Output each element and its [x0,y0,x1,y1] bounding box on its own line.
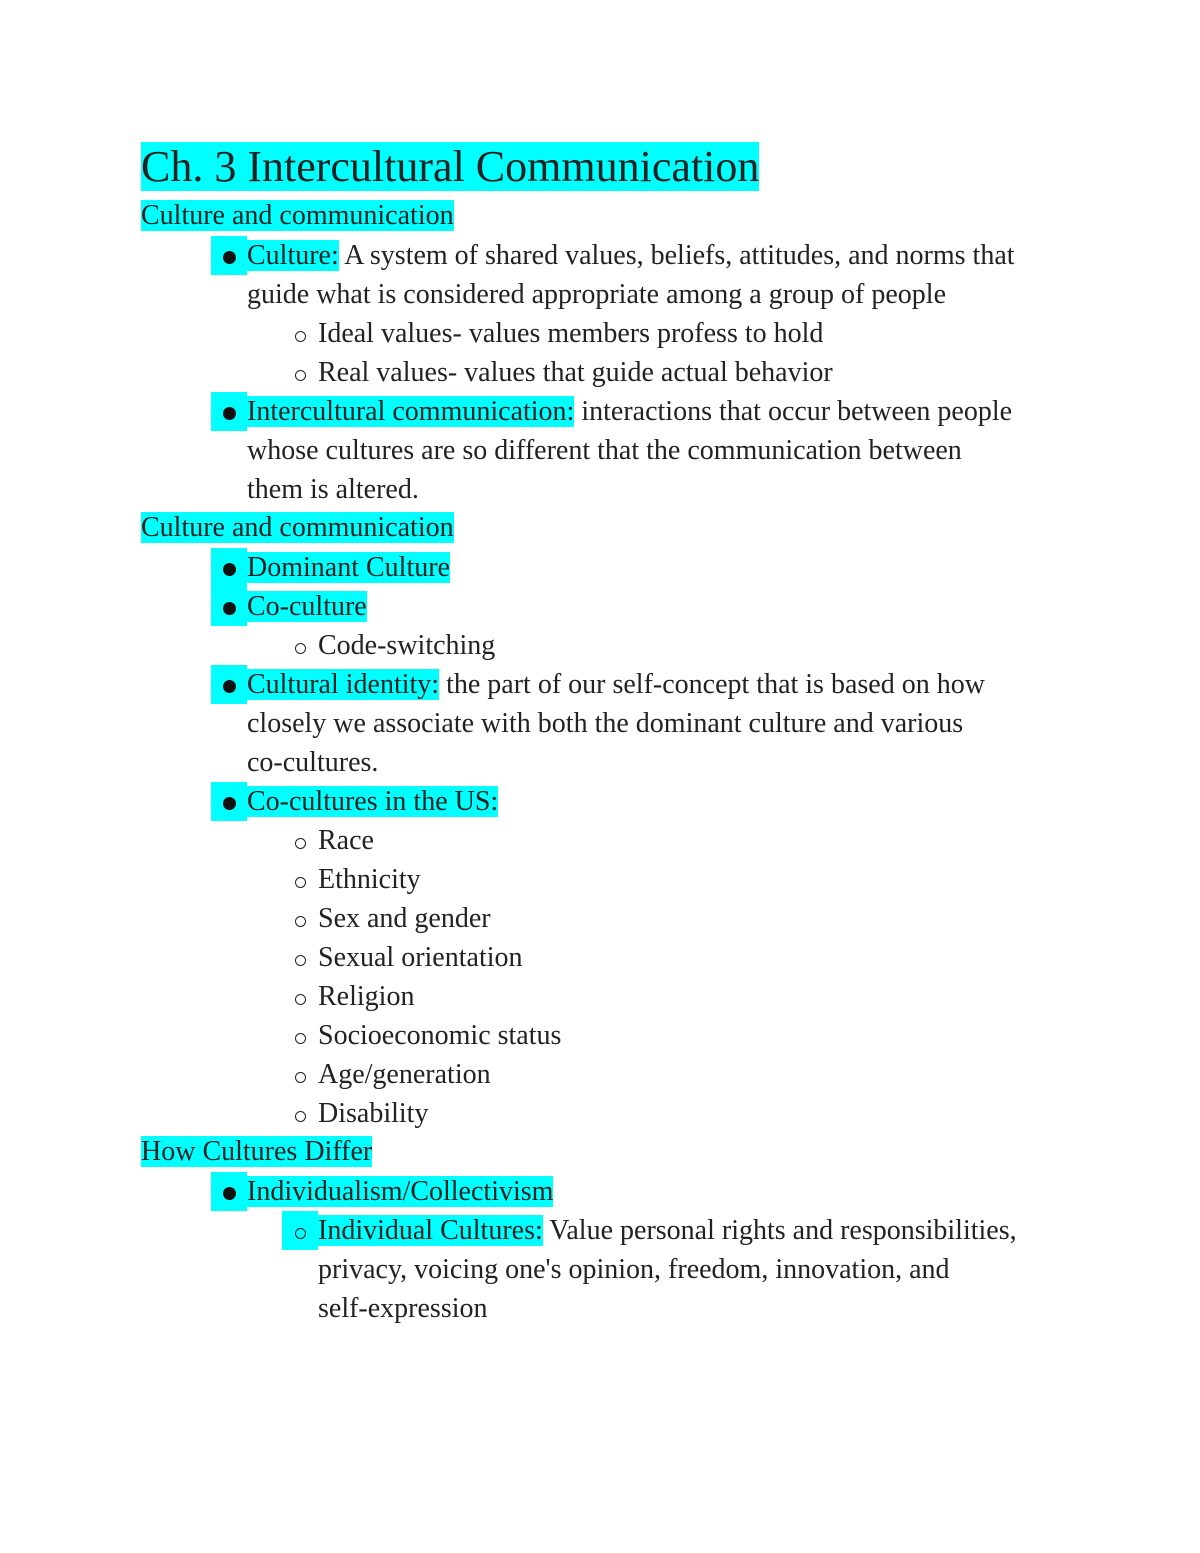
bullet-disc-icon [211,548,247,587]
term-label: Dominant Culture [247,552,450,583]
term-label: Co-cultures in the US: [247,786,499,817]
term-label: Individual Cultures: [318,1215,543,1246]
term-label: Culture: [247,240,339,271]
section-heading: How Cultures Differ [141,1136,373,1167]
bullet-disc-icon [211,587,247,626]
section-heading: Culture and communication [141,200,454,231]
bullet-circle-icon [282,1055,318,1094]
term-label: Individualism/Collectivism [247,1176,554,1207]
bullet-circle-icon [282,821,318,860]
bullet-circle-icon [282,314,318,353]
bullet-disc-icon [211,665,247,704]
section-heading: Culture and communication [141,512,454,543]
bullet-disc-icon [211,236,247,275]
bullet-disc-icon [211,782,247,821]
document-page: Ch. 3 Intercultural Communication Culture and communication Culture: A system of shared values, beliefs, attitudes, and norms that guide what is considered appropriate among a group of people Ideal values- values members profess to hold Real values- values that guide actual behavior Intercultural communication: interactions that occur between people whose cultures are so different that the communication between them is altered. Culture and communication Dominant Culture Co-culture Code-switching Cultural identity: the part of our self-concept that is based on how closely we associate with both the dominant culture and various co-cultures. Co-cultures in the US: Race Ethnicity Sex and gender Sexual orientation Religion Socioeconomic status Age/generation Disability How Cultures Differ Individualism/Collectivism Individual Cultures: Value personal rights and responsibilities, privacy, voicing one's opinion, freedom, innovation, and self-expression [141,142,1017,1324]
bullet-circle-icon [282,860,318,899]
bullet-circle-icon [282,1016,318,1055]
term-label: Cultural identity: [247,669,440,700]
title-highlight: Ch. 3 Intercultural Communication [141,142,760,191]
bullet-circle-icon [282,938,318,977]
term-label: Co-culture [247,591,367,622]
bullet-disc-icon [211,392,247,431]
bullet-circle-icon [282,1094,318,1133]
bullet-circle-icon [282,977,318,1016]
bullet-circle-icon [282,899,318,938]
bullet-circle-icon [282,353,318,392]
page-title [141,142,759,192]
bullet-disc-icon [211,1172,247,1211]
bullet-circle-icon [282,626,318,665]
bullet-circle-icon [282,1211,318,1250]
term-label: Intercultural communication: [247,396,575,427]
